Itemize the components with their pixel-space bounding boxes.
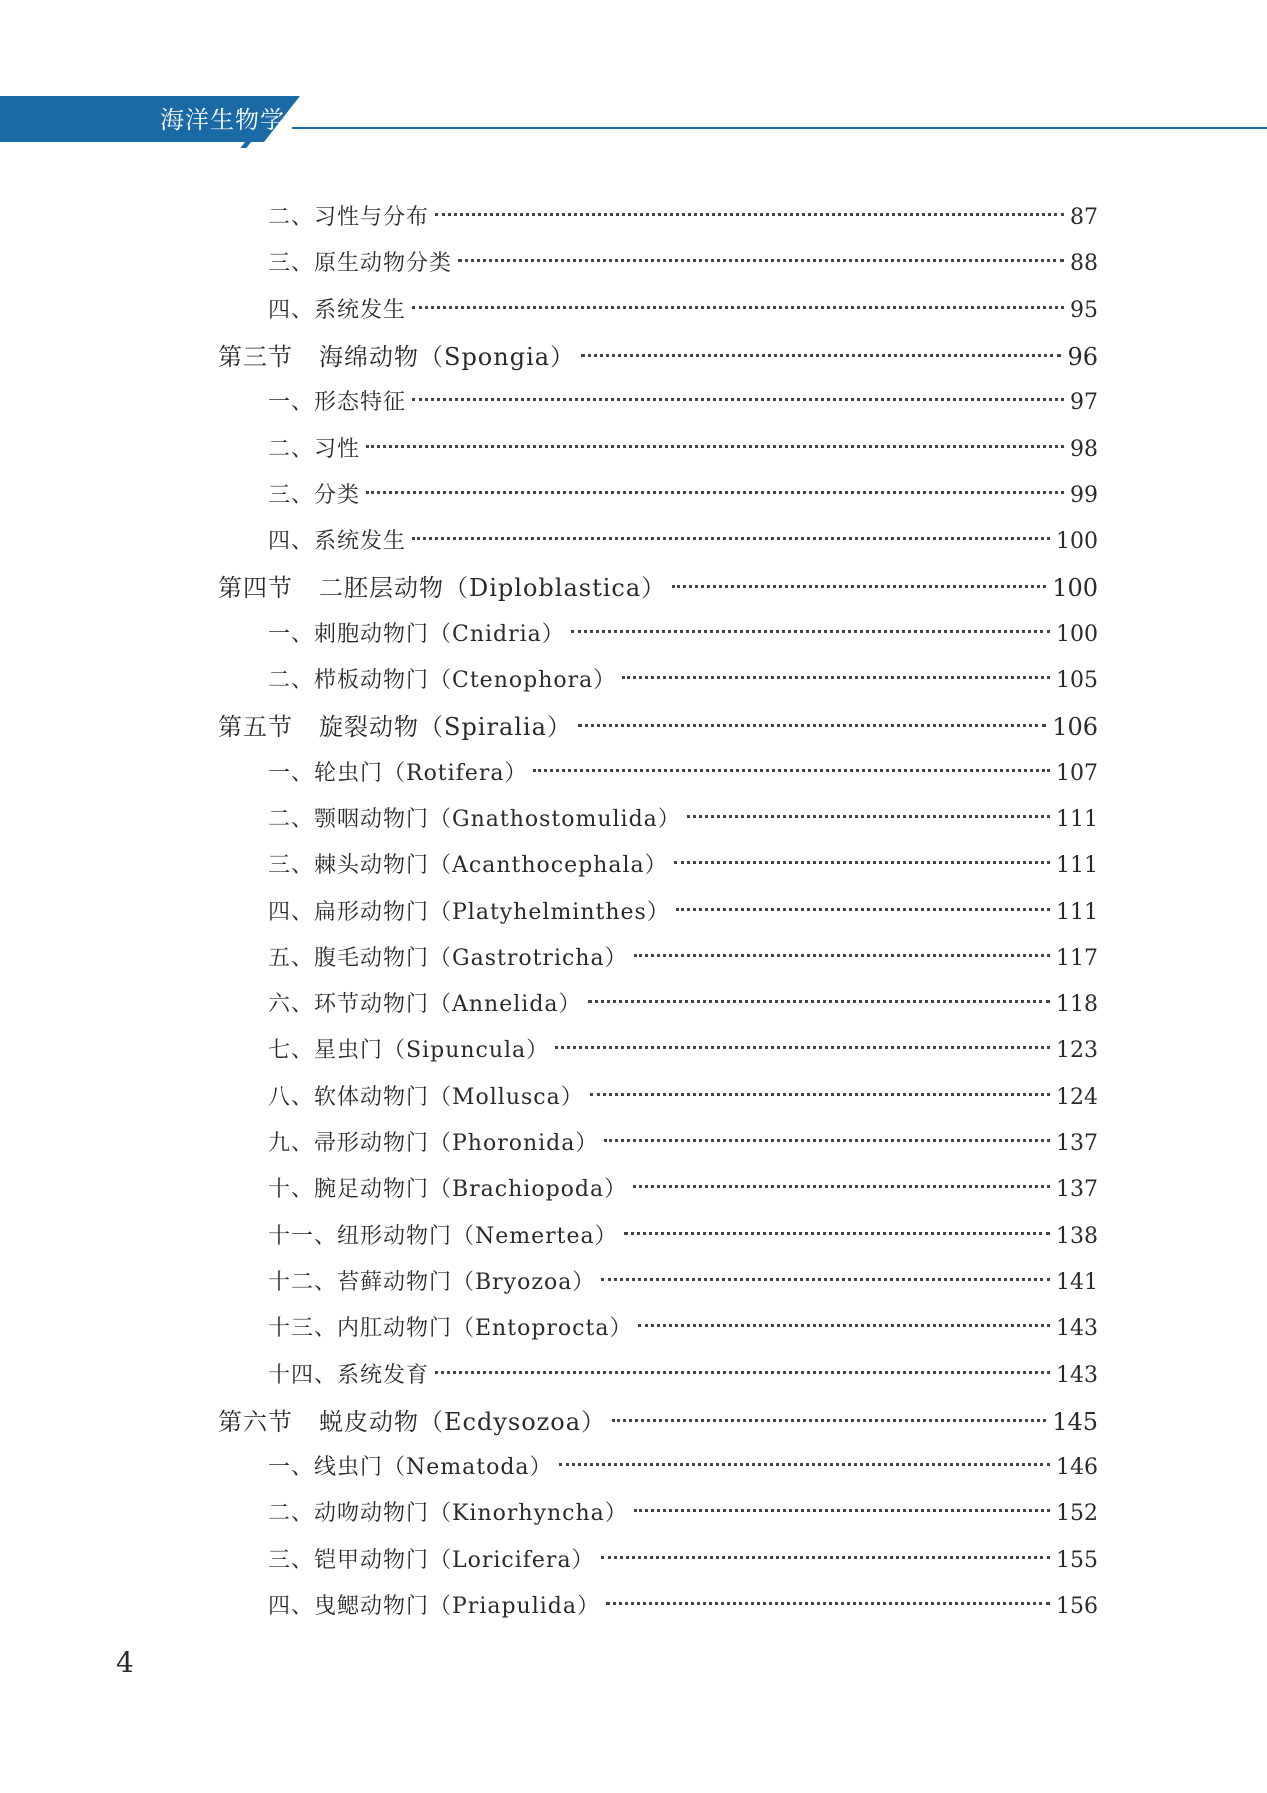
toc-entry-label xyxy=(268,430,360,470)
toc-dot-leader xyxy=(435,1371,1050,1374)
toc-title: 四、系统发生 xyxy=(268,529,407,555)
toc-dot-leader xyxy=(601,1556,1050,1559)
toc-entry-label xyxy=(268,846,668,886)
toc-title: 十二、苔藓动物门（Bryozoa） xyxy=(268,1269,596,1295)
toc-dot-leader xyxy=(676,908,1050,911)
toc-entry-label xyxy=(268,800,681,840)
toc-dot-leader xyxy=(412,398,1064,401)
toc-entry-row[interactable] xyxy=(268,1263,1098,1303)
toc-entry-label xyxy=(268,1124,598,1164)
toc-entry-row[interactable] xyxy=(268,198,1098,238)
toc-entry-label xyxy=(268,1587,600,1627)
toc-entry-row[interactable] xyxy=(268,615,1098,655)
toc-title: 二、动吻动物门（Kinorhyncha） xyxy=(268,1501,628,1527)
toc-entry-label xyxy=(268,1541,595,1581)
toc-entry-row[interactable] xyxy=(268,1124,1098,1164)
toc-dot-leader xyxy=(578,724,1046,727)
toc-page-number: 117 xyxy=(1056,945,1098,971)
toc-entry-row[interactable] xyxy=(268,1170,1098,1210)
toc-dot-leader xyxy=(458,259,1064,262)
toc-section-row[interactable] xyxy=(218,568,1098,608)
toc-title: 二、习性 xyxy=(268,436,361,462)
toc-entry-label xyxy=(268,893,670,933)
toc-dot-leader xyxy=(412,306,1064,309)
toc-section-label xyxy=(218,707,572,747)
toc-entry-row[interactable] xyxy=(268,846,1098,886)
toc-entry-row[interactable] xyxy=(268,1494,1098,1534)
toc-entry-row[interactable] xyxy=(268,985,1098,1025)
toc-section-number: 第五节 xyxy=(218,713,293,742)
toc-page-number: 100 xyxy=(1056,621,1098,647)
page-number: 4 xyxy=(116,1646,134,1679)
toc-page-number: 124 xyxy=(1056,1084,1098,1110)
toc-title: 二胚层动物（Diploblastica） xyxy=(319,574,667,603)
toc-title: 十一、纽形动物门（Nemertea） xyxy=(268,1223,618,1249)
toc-entry-row[interactable] xyxy=(268,1217,1098,1257)
toc-page-number: 123 xyxy=(1056,1038,1098,1064)
toc-entry-row[interactable] xyxy=(268,939,1098,979)
toc-dot-leader xyxy=(674,861,1050,864)
toc-dot-leader xyxy=(672,585,1046,588)
toc-entry-label xyxy=(268,1217,618,1257)
toc-section-row[interactable] xyxy=(218,337,1098,377)
toc-title: 四、曳鳃动物门（Priapulida） xyxy=(268,1594,600,1619)
toc-title: 十三、内肛动物门（Entoprocta） xyxy=(268,1316,633,1342)
toc-entry-label xyxy=(268,244,452,284)
toc-entry-label xyxy=(268,1356,429,1396)
toc-page-number: 105 xyxy=(1056,668,1098,693)
toc-title: 三、棘头动物门（Acanthocephala） xyxy=(268,853,668,879)
toc-page-number: 111 xyxy=(1056,806,1098,832)
toc-page-number: 107 xyxy=(1056,760,1098,786)
toc-title: 一、线虫门（Nematoda） xyxy=(268,1455,553,1481)
toc-entry-row[interactable] xyxy=(268,754,1098,794)
toc-dot-leader xyxy=(435,213,1064,216)
toc-dot-leader xyxy=(559,1463,1050,1466)
toc-title: 二、颚咽动物门（Gnathostomulida） xyxy=(268,806,681,832)
toc-dot-leader xyxy=(612,1419,1046,1422)
toc-entry-row[interactable] xyxy=(268,430,1098,470)
toc-dot-leader xyxy=(687,815,1050,818)
toc-entry-row[interactable] xyxy=(268,1356,1098,1396)
toc-entry-row[interactable] xyxy=(268,800,1098,840)
toc-title: 蜕皮动物（Ecdysozoa） xyxy=(319,1407,607,1436)
toc-entry-row[interactable] xyxy=(268,522,1098,562)
toc-page-number: 137 xyxy=(1056,1177,1098,1203)
toc-page-number: 143 xyxy=(1056,1362,1098,1388)
toc-title: 二、栉板动物门（Ctenophora） xyxy=(268,668,617,693)
toc-page-number: 111 xyxy=(1056,899,1098,925)
toc-section-number: 第六节 xyxy=(218,1407,293,1436)
toc-page-number: 145 xyxy=(1052,1407,1098,1436)
toc-dot-leader xyxy=(571,630,1050,633)
header-rule xyxy=(292,127,1267,129)
toc-entry-label xyxy=(268,1309,632,1349)
toc-title: 一、轮虫门（Rotifera） xyxy=(268,760,528,786)
toc-page-number: 155 xyxy=(1056,1547,1098,1573)
toc-dot-leader xyxy=(412,537,1050,540)
toc-dot-leader xyxy=(624,1232,1050,1235)
toc-page-number: 106 xyxy=(1052,713,1098,742)
toc-entry-label xyxy=(268,754,527,794)
toc-entry-label xyxy=(268,1494,628,1534)
toc-entry-label xyxy=(268,985,582,1025)
toc-page-number: 100 xyxy=(1052,574,1098,603)
toc-entry-label xyxy=(268,1448,553,1488)
toc-section-number: 第三节 xyxy=(218,342,293,371)
toc-title: 三、原生动物分类 xyxy=(268,251,453,277)
toc-dot-leader xyxy=(634,1509,1050,1512)
toc-page-number: 98 xyxy=(1070,436,1098,462)
toc-title: 九、帚形动物门（Phoronida） xyxy=(268,1131,599,1156)
toc-entry-row[interactable] xyxy=(268,1448,1098,1488)
toc-dot-leader xyxy=(604,1139,1050,1142)
toc-dot-leader xyxy=(366,445,1064,448)
toc-entry-label xyxy=(268,1170,627,1210)
toc-entry-row[interactable] xyxy=(268,1078,1098,1118)
toc-title: 六、环节动物门（Annelida） xyxy=(268,992,582,1018)
toc-page-number: 95 xyxy=(1070,297,1098,323)
toc-page-number: 111 xyxy=(1056,853,1098,879)
toc-dot-leader xyxy=(590,1093,1050,1096)
toc-dot-leader xyxy=(633,1185,1050,1188)
toc-dot-leader xyxy=(588,1000,1050,1003)
toc-entry-row[interactable] xyxy=(268,291,1098,331)
toc-section-label xyxy=(218,1402,606,1442)
toc-entry-row[interactable] xyxy=(268,1541,1098,1581)
toc-entry-label xyxy=(268,1031,549,1071)
toc-page-number: 99 xyxy=(1070,482,1098,508)
toc-section-label xyxy=(218,568,666,608)
toc-page-number: 88 xyxy=(1070,251,1098,277)
toc-title: 三、分类 xyxy=(268,482,361,508)
toc-entry-label xyxy=(268,198,429,238)
toc-dot-leader xyxy=(555,1046,1050,1049)
toc-section-number: 第四节 xyxy=(218,574,293,603)
toc-title: 旋裂动物（Spiralia） xyxy=(319,713,572,742)
toc-entry-row[interactable] xyxy=(268,476,1098,516)
toc-title: 八、软体动物门（Mollusca） xyxy=(268,1084,584,1110)
toc-dot-leader xyxy=(581,354,1061,357)
toc-section-row[interactable] xyxy=(218,707,1098,747)
toc-entry-label xyxy=(268,383,406,423)
toc-title: 五、腹毛动物门（Gastrotricha） xyxy=(268,945,628,971)
toc-entry-row[interactable] xyxy=(268,383,1098,423)
toc-dot-leader xyxy=(622,676,1050,679)
toc-entry-row[interactable] xyxy=(268,244,1098,284)
toc-title: 十四、系统发育 xyxy=(268,1362,430,1388)
toc-title: 十、腕足动物门（Brachiopoda） xyxy=(268,1177,628,1203)
toc-page-number: 156 xyxy=(1056,1594,1098,1619)
toc-title: 二、习性与分布 xyxy=(268,205,430,230)
toc-dot-leader xyxy=(606,1602,1050,1605)
toc-entry-row[interactable] xyxy=(268,893,1098,933)
toc-title: 海绵动物（Spongia） xyxy=(319,342,576,371)
toc-entry-row[interactable] xyxy=(268,1309,1098,1349)
toc-section-label xyxy=(218,337,575,377)
toc-page-number: 138 xyxy=(1056,1223,1098,1249)
toc-entry-label xyxy=(268,615,565,655)
toc-title: 一、刺胞动物门（Cnidria） xyxy=(268,621,565,647)
toc-page-number: 96 xyxy=(1067,342,1098,371)
toc-page-number: 141 xyxy=(1056,1269,1098,1295)
toc-entry-label xyxy=(268,522,406,562)
toc-entry-label xyxy=(268,291,406,331)
toc-entry-label xyxy=(268,1263,595,1303)
toc-dot-leader xyxy=(638,1324,1050,1327)
toc-page-number: 100 xyxy=(1056,529,1098,555)
toc-dot-leader xyxy=(533,769,1050,772)
toc-entry-label xyxy=(268,661,616,701)
toc-title: 七、星虫门（Sipuncula） xyxy=(268,1038,550,1064)
toc-entry-row[interactable] xyxy=(268,1031,1098,1071)
toc-entry-row[interactable] xyxy=(268,1587,1098,1627)
toc-entry-label xyxy=(268,939,628,979)
toc-title: 三、铠甲动物门（Loricifera） xyxy=(268,1547,595,1573)
toc-page-number: 152 xyxy=(1056,1501,1098,1527)
toc-title: 一、形态特征 xyxy=(268,390,407,416)
toc-title: 四、系统发生 xyxy=(268,297,407,323)
toc-page-number: 118 xyxy=(1056,992,1098,1018)
toc-dot-leader xyxy=(366,491,1064,494)
toc-page-number: 143 xyxy=(1056,1316,1098,1342)
toc-page-number: 146 xyxy=(1056,1455,1098,1481)
toc-entry-label xyxy=(268,1078,584,1118)
running-header-title: 海洋生物学 xyxy=(160,106,285,134)
toc-title: 四、扁形动物门（Platyhelminthes） xyxy=(268,899,670,925)
toc-dot-leader xyxy=(634,954,1050,957)
toc-entry-label xyxy=(268,476,360,516)
toc-page-number: 137 xyxy=(1056,1131,1098,1156)
toc-page-number: 97 xyxy=(1070,390,1098,416)
toc-section-row[interactable] xyxy=(218,1402,1098,1442)
toc-entry-row[interactable] xyxy=(268,661,1098,701)
toc-dot-leader xyxy=(601,1278,1050,1281)
toc-page-number: 87 xyxy=(1070,205,1098,230)
